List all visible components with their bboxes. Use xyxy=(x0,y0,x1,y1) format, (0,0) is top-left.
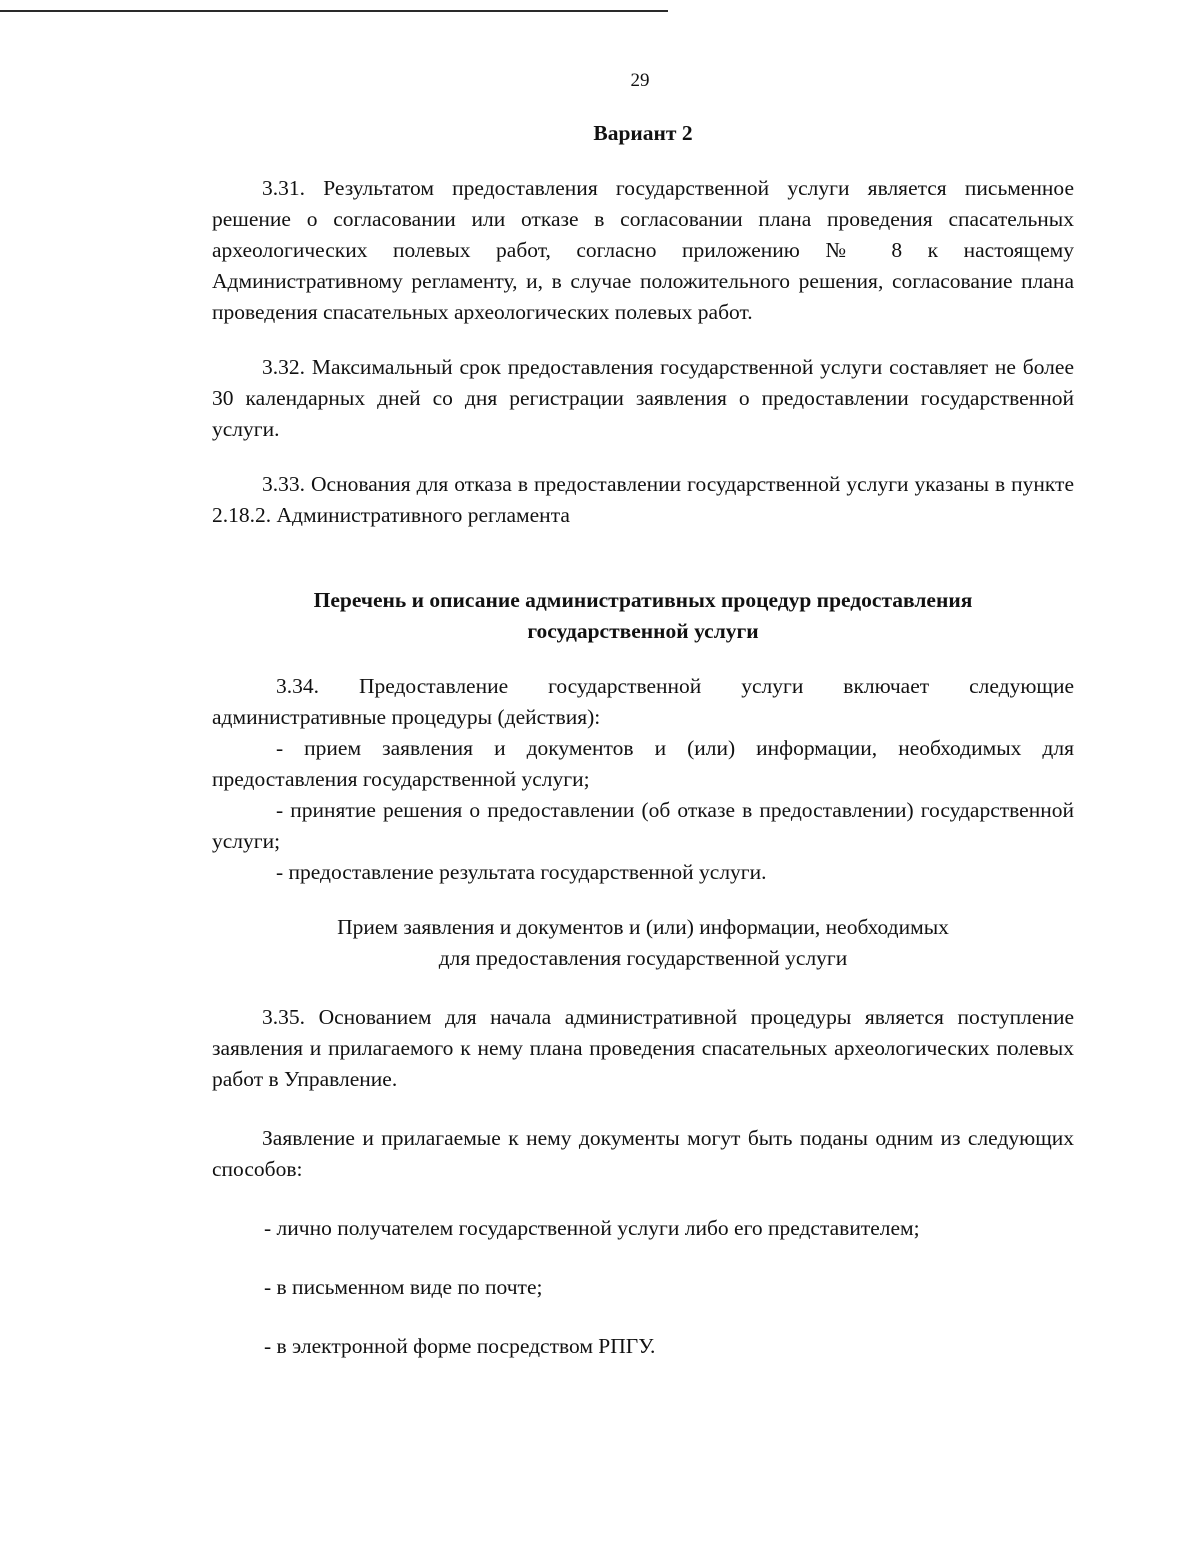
paragraph-3-31: 3.31. Результатом предоставления государственной услуги является письменное решение о согласовании или отказе в согласовании плана проведения спасательных археологических полевых работ, согласно приложению № 8 к настоящему Административному регламенту, и, в случае положительного решения, согласование плана проведения спасательных археологических полевых работ. xyxy=(212,176,1074,324)
document-body xyxy=(212,118,1074,1362)
paragraph-3-32: 3.32. Максимальный срок предоставления государственной услуги составляет не более 30 календарных дней со дня регистрации заявления о предоставлении государственной услуги. xyxy=(212,355,1074,441)
procedures-heading-line-1: Перечень и описание административных процедур предоставления xyxy=(313,588,973,612)
paragraph-3-34: 3.34. Предоставление государственной услуги включает следующие административные процедуры (действия): xyxy=(212,674,1074,729)
submission-method-item: - в письменном виде по почте; xyxy=(264,1275,543,1299)
variant-heading: Вариант 2 xyxy=(593,121,693,145)
procedure-item: - предоставление результата государственной услуги. xyxy=(276,860,767,884)
paragraph-submission-methods: Заявление и прилагаемые к нему документы могут быть поданы одним из следующих способов: xyxy=(212,1126,1074,1181)
procedure-item: - принятие решения о предоставлении (об отказе в предоставлении) государственной услуги; xyxy=(212,798,1074,853)
reception-subheading-line-2: для предоставления государственной услуги xyxy=(438,946,848,970)
paragraph-3-33: 3.33. Основания для отказа в предоставлении государственной услуги указаны в пункте 2.18.2. Административного регламента xyxy=(212,472,1074,527)
submission-method-item: - лично получателем государственной услуги либо его представителем; xyxy=(264,1216,920,1240)
submission-method-item: - в электронной форме посредством РПГУ. xyxy=(264,1334,656,1358)
page-number: 29 xyxy=(630,70,650,91)
paragraph-3-35: 3.35. Основанием для начала административной процедуры является поступление заявления и прилагаемого к нему плана проведения спасательных археологических полевых работ в Управление. xyxy=(212,1005,1074,1091)
procedure-item: - прием заявления и документов и (или) информации, необходимых для предоставления государственной услуги; xyxy=(212,736,1074,791)
top-rule xyxy=(0,10,668,12)
reception-subheading-line-1: Прием заявления и документов и (или) информации, необходимых xyxy=(337,915,949,939)
procedures-heading-line-2: государственной услуги xyxy=(527,619,759,643)
